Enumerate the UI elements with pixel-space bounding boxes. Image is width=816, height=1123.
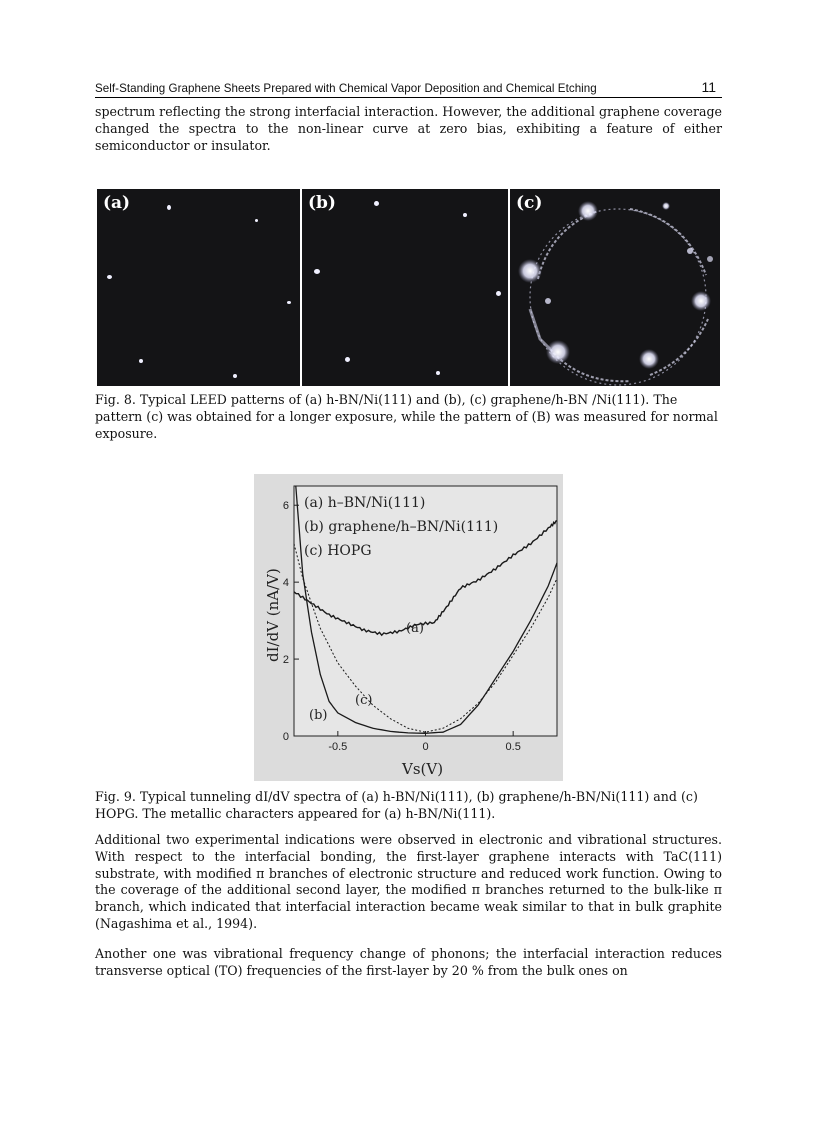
curve-label-a: (a): [406, 621, 424, 636]
diffraction-spot: [345, 357, 350, 362]
panel-label-b: (b): [308, 193, 336, 213]
x-axis-label: Vs(V): [402, 760, 444, 778]
diffraction-spot: [107, 275, 112, 279]
fig8-caption: Fig. 8. Typical LEED patterns of (a) h-BN/Ni(111) and (b), (c) graphene/h-BN /Ni(111). The pattern (c) was obtained for a longer exposure, while the pattern of (B) was measured for normal exposure.: [95, 392, 718, 441]
y-tick-label: 6: [282, 500, 289, 513]
sts-plot: [254, 474, 563, 781]
leed-panel-a: [97, 189, 300, 386]
diffraction-spot: [167, 205, 171, 210]
diffraction-spot: [374, 201, 379, 206]
legend-entry-c: (c) HOPG: [304, 543, 372, 559]
x-tick-label: 0: [422, 741, 429, 753]
diffraction-spot: [139, 359, 143, 363]
diffraction-spot: [496, 291, 501, 296]
intro-paragraph: spectrum reflecting the strong interfacial interaction. However, the additional graphene coverage changed the spectra to the non-linear curve at zero bias, exhibiting a feature of either semiconductor or insulator.: [95, 104, 722, 153]
fig9-sts-chart: [254, 474, 563, 781]
leed-panel-c: [510, 189, 720, 386]
y-tick-label: 4: [282, 577, 289, 590]
diffraction-spot: [255, 219, 258, 222]
leed-panel-b: [302, 189, 508, 386]
x-tick-label: 0.5: [505, 741, 521, 753]
diffraction-spot: [287, 301, 291, 304]
legend-entry-a: (a) h–BN/Ni(111): [304, 495, 426, 511]
curve-label-c: (c): [355, 693, 373, 708]
curve-label-b: (b): [309, 708, 328, 723]
diffraction-spot: [463, 213, 467, 217]
body-paragraph-additional: Additional two experimental indications were observed in electronic and vibrational structures. With respect to the interfacial bonding, the first-layer graphene interacts with TaC(111) substrate, with modified π branches of electronic structure and reduced work function. Owing to the coverage of the additional second layer, the modified π branches returned to the bulk-like π branch, which indicated that interfacial interaction became weak similar to that in bulk graphite (Nagashima et al., 1994).: [95, 832, 722, 931]
y-tick-label: 0: [282, 731, 289, 743]
diffraction-spot: [436, 371, 440, 375]
diffraction-spot: [314, 269, 320, 274]
page-number: 11: [701, 79, 716, 95]
y-axis-label: dI/dV (nA/V): [264, 568, 282, 662]
fig8-leed-patterns: [97, 189, 720, 386]
running-header: [95, 80, 722, 98]
fig9-caption: Fig. 9. Typical tunneling dI/dV spectra of (a) h-BN/Ni(111), (b) graphene/h-BN/Ni(111) and (c) HOPG. The metallic characters appeared for (a) h-BN/Ni(111).: [95, 789, 698, 821]
legend-entry-b: (b) graphene/h–BN/Ni(111): [304, 519, 499, 535]
x-tick-label: -0.5: [328, 741, 348, 753]
panel-label-c: (c): [516, 193, 543, 213]
leed-pattern-c-graphic: [510, 189, 720, 386]
header-title: Self-Standing Graphene Sheets Prepared with Chemical Vapor Deposition and Chemical Etching: [95, 82, 597, 95]
diffraction-spot: [233, 374, 237, 378]
panel-label-a: (a): [103, 193, 131, 213]
y-tick-label: 2: [282, 654, 289, 667]
body-paragraph-another: Another one was vibrational frequency change of phonons; the interfacial interaction reduces transverse optical (TO) frequencies of the first-layer by 20 % from the bulk ones on: [95, 946, 722, 978]
